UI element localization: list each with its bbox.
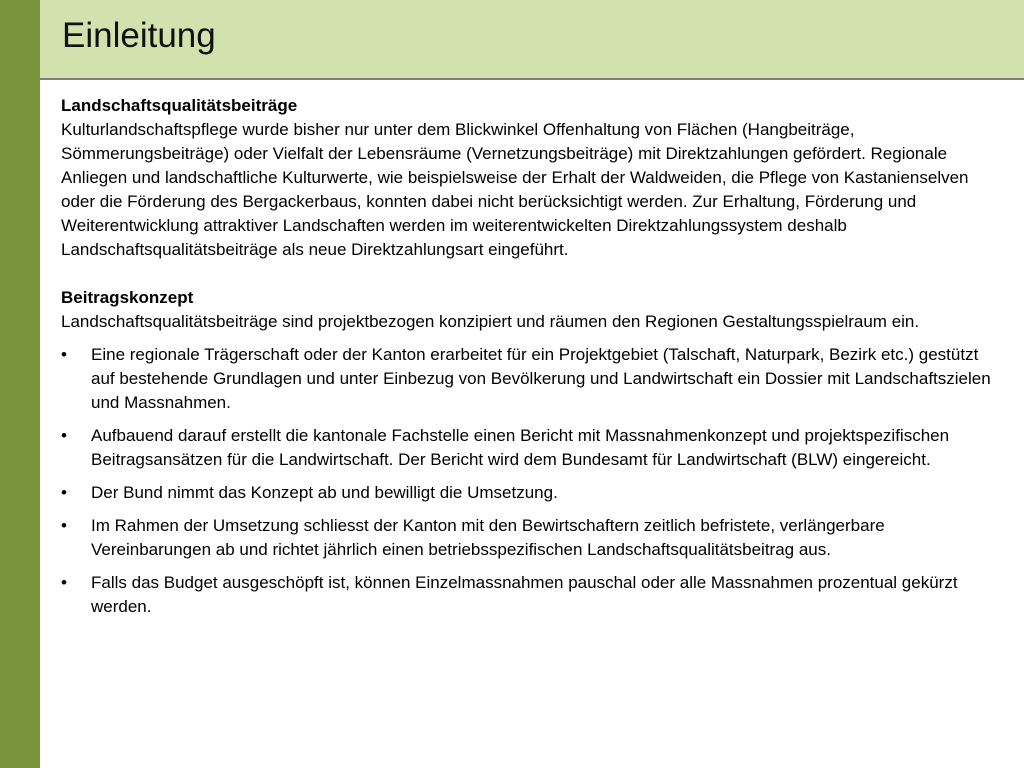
bullet-item (61, 514, 997, 562)
bullet-list (61, 343, 997, 619)
section-heading-landscape: Landschaftsqualitätsbeiträge (61, 96, 298, 115)
left-accent-bar (0, 0, 40, 768)
bullet-icon: • (61, 345, 67, 364)
bullet-text: Eine regionale Trägerschaft oder der Kanton erarbeitet für ein Projektgebiet (Talschaft, Naturpark, Bezirk etc.) gestützt auf bestehende Grundlagen und unter Einbezug von Bevölkerung und Landwirtschaft ein Dossier mit Landschaftszielen und Massnahmen. (91, 345, 991, 412)
bullet-text: Im Rahmen der Umsetzung schliesst der Kanton mit den Bewirtschaftern zeitlich befristete, verlängerbare Vereinbarungen ab und richtet jährlich einen betriebsspezifischen Landschaftsqualitätsbeitrag aus. (91, 516, 885, 559)
spacer (61, 262, 997, 286)
bullet-icon: • (61, 573, 67, 592)
bullet-item (61, 481, 997, 505)
bullet-item (61, 343, 997, 415)
title-band (40, 0, 1024, 80)
bullet-text: Falls das Budget ausgeschöpft ist, können Einzelmassnahmen pauschal oder alle Massnahmen prozentual gekürzt werden. (91, 573, 958, 616)
slide-content (61, 94, 997, 619)
section-body-landscape: Kulturlandschaftspflege wurde bisher nur unter dem Blickwinkel Offenhaltung von Flächen (Hangbeiträge, Sömmerungsbeiträge) oder Vielfalt der Lebensräume (Vernetzungsbeiträge) mit Direktzahlungen gefördert. Regionale Anliegen und landschaftliche Kulturwerte, wie beispielsweise der Erhalt der Waldweiden, die Pflege von Kastanienselven oder die Förderung des Bergackerbaus, konnten dabei nicht berücksichtigt werden. Zur Erhaltung, Förderung und Weiterentwicklung attraktiver Landschaften werden im weiterentwickelten Direktzahlungssystem deshalb Landschaftsqualitätsbeiträge als neue Direktzahlungsart eingeführt. (61, 120, 969, 259)
section-heading-concept: Beitragskonzept (61, 288, 194, 307)
bullet-item (61, 424, 997, 472)
bullet-item (61, 571, 997, 619)
bullet-icon: • (61, 483, 67, 502)
bullet-text: Aufbauend darauf erstellt die kantonale Fachstelle einen Bericht mit Massnahmenkonzept und projektspezifischen Beitragsansätzen für die Landwirtschaft. Der Bericht wird dem Bundesamt für Landwirtschaft (BLW) eingereicht. (91, 426, 950, 469)
bullet-icon: • (61, 426, 67, 445)
section-body-concept: Landschaftsqualitätsbeiträge sind projektbezogen konzipiert und räumen den Regionen Gestaltungsspielraum ein. (61, 312, 920, 331)
bullet-text: Der Bund nimmt das Konzept ab und bewilligt die Umsetzung. (91, 483, 558, 502)
bullet-icon: • (61, 516, 67, 535)
slide-title: Einleitung (62, 16, 216, 55)
